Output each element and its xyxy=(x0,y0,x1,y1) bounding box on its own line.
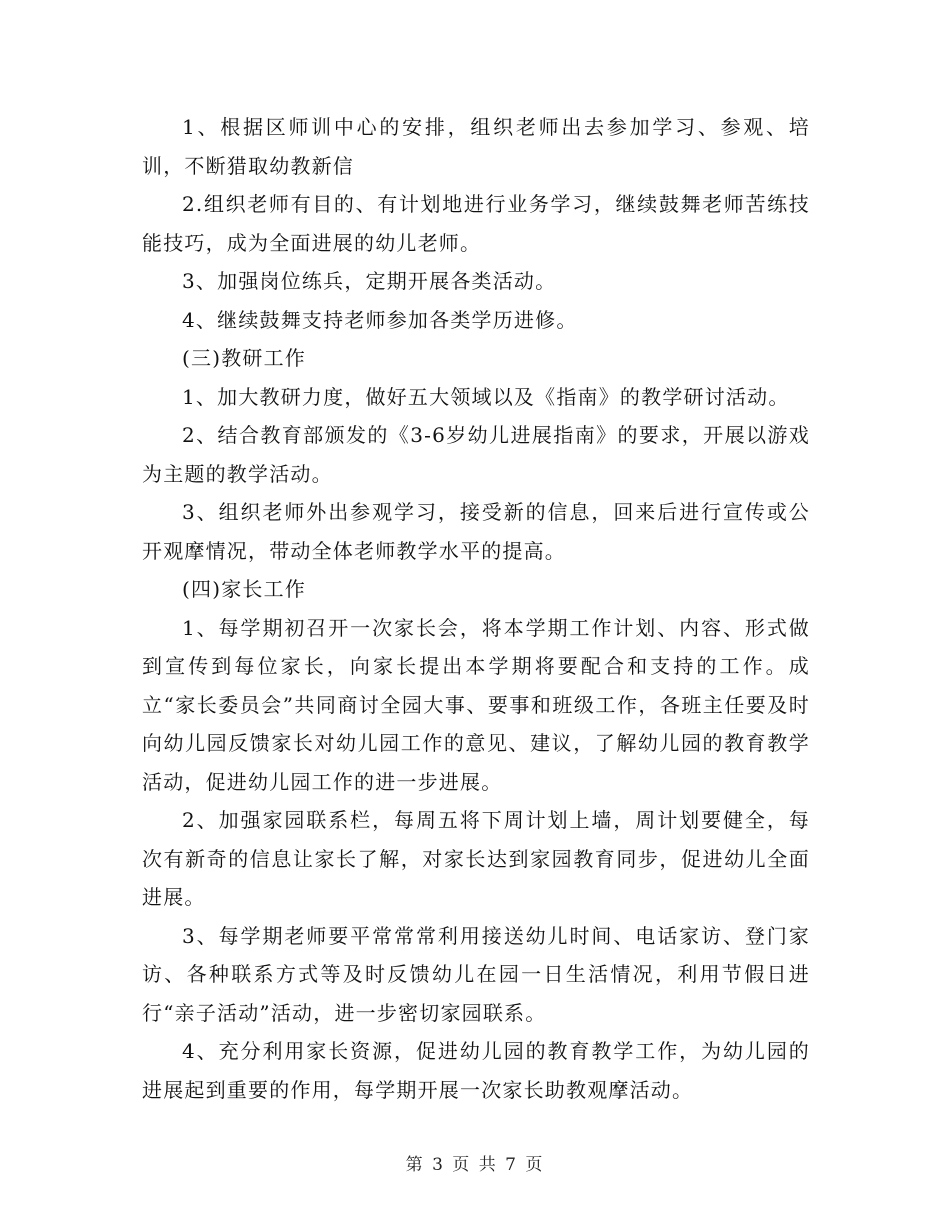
paragraph-training-2: 2.组织老师有目的、有计划地进行业务学习，继续鼓舞老师苦练技能技巧，成为全面进展的幼儿老师。 xyxy=(142,192,810,255)
paragraph-research-2: 2、结合教育部颁发的《3-6岁幼儿进展指南》的要求，开展以游戏为主题的教学活动。 xyxy=(142,423,810,486)
paragraph-parents-4: 4、充分利用家长资源，促进幼儿园的教育教学工作，为幼儿园的进展起到重要的作用，每学期开展一次家长助教观摩活动。 xyxy=(142,1039,810,1102)
paragraph-parents-2: 2、加强家园联系栏，每周五将下周计划上墙，周计划要健全，每次有新奇的信息让家长了解，对家长达到家园教育同步，促进幼儿全面进展。 xyxy=(142,808,810,909)
section-heading-parents: (四)家长工作 xyxy=(182,577,307,601)
page-number-footer: 第 3 页 共 7 页 xyxy=(405,1155,545,1175)
paragraph-research-1: 1、加大教研力度，做好五大领域以及《指南》的教学研讨活动。 xyxy=(182,384,790,409)
section-heading-research: (三)教研工作 xyxy=(182,346,307,370)
paragraph-research-3: 3、组织老师外出参观学习，接受新的信息，回来后进行宣传或公开观摩情况，带动全体老师教学水平的提高。 xyxy=(142,500,810,563)
paragraph-training-4: 4、继续鼓舞支持老师参加各类学历进修。 xyxy=(182,307,578,332)
paragraph-training-1: 1、根据区师训中心的安排，组织老师出去参加学习、参观、培训，不断猎取幼教新信 xyxy=(142,115,810,178)
paragraph-training-3: 3、加强岗位练兵，定期开展各类活动。 xyxy=(182,269,557,293)
paragraph-parents-3: 3、每学期老师要平常常常利用接送幼儿时间、电话家访、登门家访、各种联系方式等及时反馈幼儿在园一日生活情况，利用节假日进行“亲子活动”活动，进一步密切家园联系。 xyxy=(142,923,810,1025)
document-body xyxy=(142,108,810,1109)
paragraph-parents-1: 1、每学期初召开一次家长会，将本学期工作计划、内容、形式做到宣传到每位家长，向家长提出本学期将要配合和支持的工作。成立“家长委员会”共同商讨全园大事、要事和班级工作，各班主任要及时向幼儿园反馈家长对幼儿园工作的意见、建议，了解幼儿园的教育教学活动，促进幼儿园工作的进一步进展。 xyxy=(142,615,810,794)
